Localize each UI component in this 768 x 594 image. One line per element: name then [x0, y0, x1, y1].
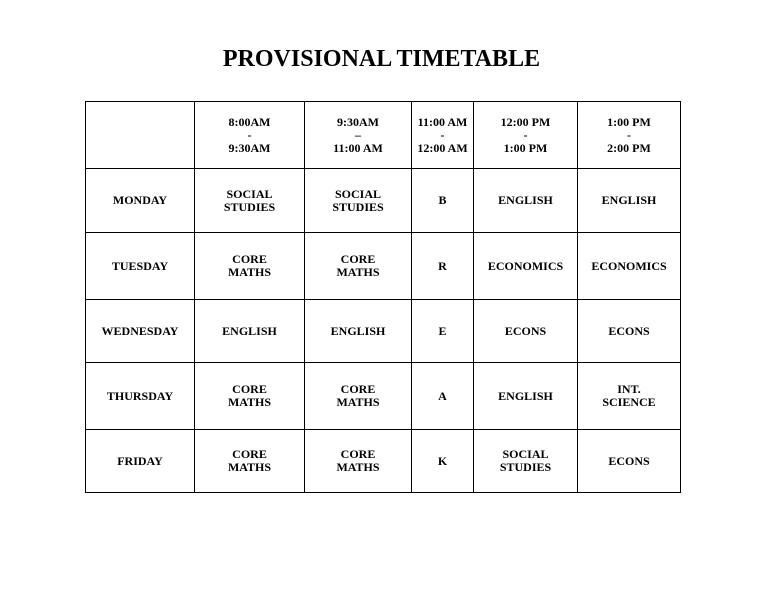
break-letter: R	[412, 233, 474, 300]
period-end: 11:00 AM	[333, 140, 383, 155]
period-start: 1:00 PM	[607, 114, 651, 129]
subject-line: MATHS	[336, 265, 380, 279]
subject-line: SCIENCE	[602, 395, 656, 409]
subject-cell	[195, 169, 305, 233]
day-label: WEDNESDAY	[86, 300, 195, 363]
day-label: THURSDAY	[86, 363, 195, 430]
subject-line: SOCIAL	[334, 186, 381, 201]
subject-line: CORE	[232, 447, 267, 461]
subject-line: STUDIES	[499, 460, 552, 474]
subject-cell: ECONOMICS	[578, 233, 681, 300]
period-start: 12:00 PM	[500, 114, 551, 129]
subject-cell	[195, 430, 305, 493]
period-header-4	[474, 102, 578, 169]
subject-line: MATHS	[227, 460, 272, 474]
period-header-3	[412, 102, 474, 169]
subject-line: INT.	[617, 382, 641, 396]
subject-cell: ECONS	[474, 300, 578, 363]
subject-line: MATHS	[336, 460, 380, 474]
subject-cell: ENGLISH	[305, 300, 412, 363]
day-label: MONDAY	[86, 169, 195, 233]
break-letter: A	[412, 363, 474, 430]
period-end: 9:30AM	[228, 140, 271, 155]
break-letter: B	[412, 169, 474, 233]
subject-cell: ENGLISH	[474, 363, 578, 430]
subject-line: CORE	[232, 382, 267, 396]
period-start: 11:00 AM	[417, 114, 468, 129]
subject-line: CORE	[340, 447, 376, 461]
timetable	[85, 101, 681, 493]
subject-cell	[305, 233, 412, 300]
period-header-5	[578, 102, 681, 169]
subject-cell	[305, 363, 412, 430]
period-separator: -	[627, 127, 631, 142]
period-start: 8:00AM	[228, 114, 271, 129]
day-row-monday	[86, 169, 681, 233]
subject-cell	[195, 363, 305, 430]
period-end: 1:00 PM	[503, 140, 548, 155]
subject-line: MATHS	[227, 395, 272, 409]
corner-cell	[86, 102, 195, 169]
day-label: TUESDAY	[86, 233, 195, 300]
subject-cell	[305, 169, 412, 233]
subject-line: SOCIAL	[226, 186, 273, 201]
subject-line: MATHS	[227, 265, 272, 279]
subject-line: SOCIAL	[502, 447, 549, 461]
period-separator: -	[440, 127, 445, 142]
subject-line: STUDIES	[332, 199, 384, 214]
subject-cell: ENGLISH	[195, 300, 305, 363]
day-label: FRIDAY	[86, 430, 195, 493]
period-separator: -	[523, 127, 528, 142]
subject-cell	[578, 363, 681, 430]
day-row-friday	[86, 430, 681, 493]
subject-cell: ECONS	[578, 300, 681, 363]
subject-line: MATHS	[336, 395, 380, 409]
period-separator: -	[247, 127, 252, 142]
subject-cell	[474, 430, 578, 493]
day-row-wednesday	[86, 300, 681, 363]
period-end: 2:00 PM	[607, 140, 651, 155]
subject-cell	[195, 233, 305, 300]
subject-cell: ECONS	[578, 430, 681, 493]
day-row-thursday	[86, 363, 681, 430]
subject-cell	[305, 430, 412, 493]
subject-cell: ENGLISH	[578, 169, 681, 233]
subject-line: STUDIES	[223, 199, 276, 214]
period-end: 12:00 AM	[417, 140, 468, 155]
subject-line: CORE	[340, 382, 376, 396]
period-header-2	[305, 102, 412, 169]
subject-line: CORE	[232, 252, 267, 266]
subject-cell: ECONOMICS	[474, 233, 578, 300]
break-letter: E	[412, 300, 474, 363]
period-header-1	[195, 102, 305, 169]
subject-cell: ENGLISH	[474, 169, 578, 233]
page-title: PROVISIONAL TIMETABLE	[222, 46, 541, 72]
subject-line: CORE	[340, 252, 376, 266]
break-letter: K	[412, 430, 474, 493]
day-row-tuesday	[86, 233, 681, 300]
period-separator: –	[355, 127, 361, 142]
header-row	[86, 102, 681, 169]
period-start: 9:30AM	[337, 114, 379, 129]
